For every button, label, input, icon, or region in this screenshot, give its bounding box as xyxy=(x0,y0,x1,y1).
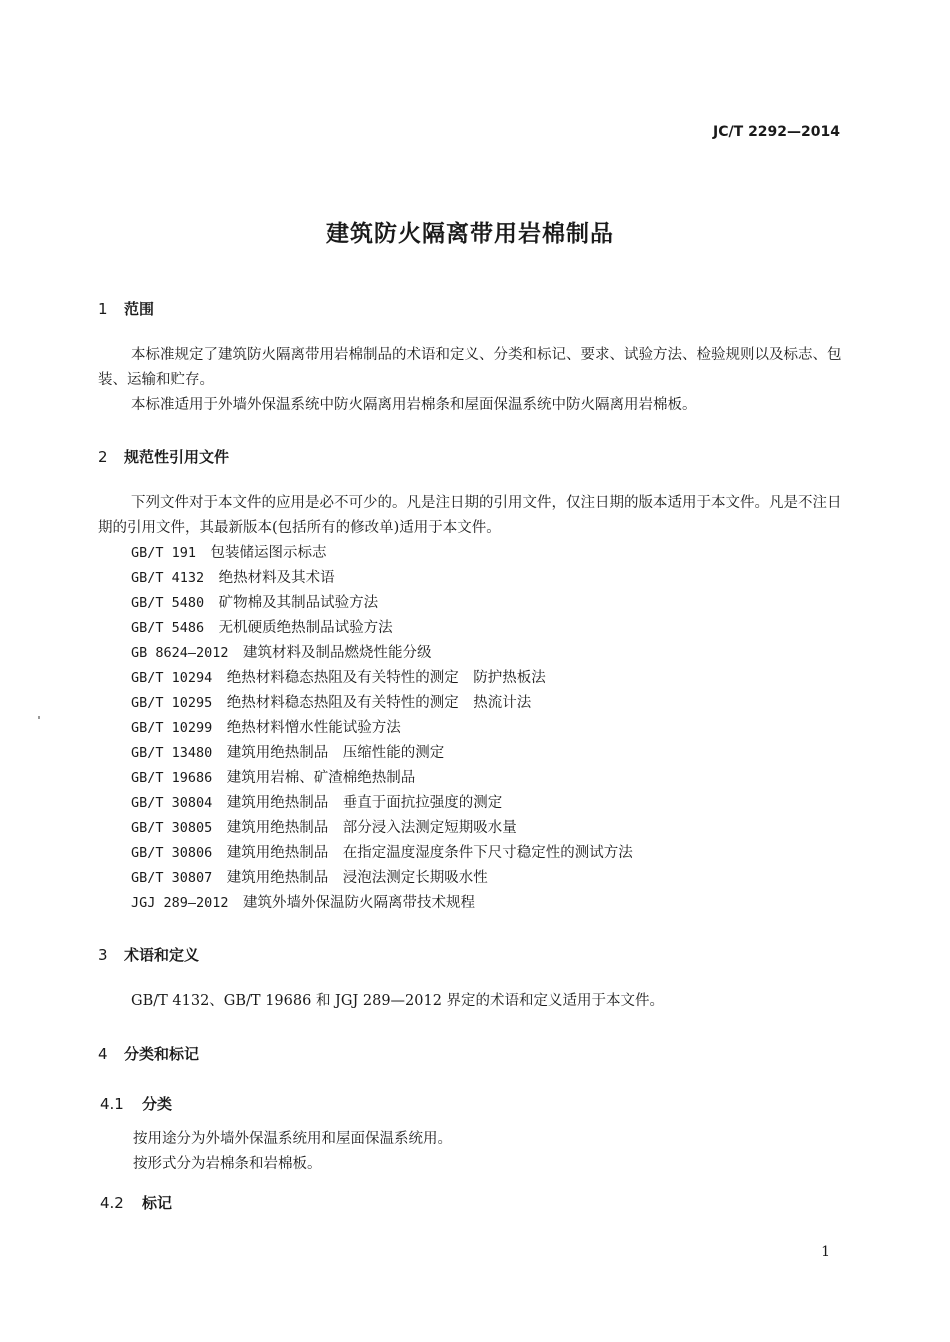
reference-item xyxy=(131,666,633,691)
reference-item xyxy=(131,791,633,816)
reference-code: GB/T 30806 xyxy=(131,845,213,861)
reference-title: 包装储运图示标志 xyxy=(210,545,327,561)
reference-code: GB/T 30804 xyxy=(131,795,213,811)
reference-separator xyxy=(212,870,227,886)
section-title: 术语和定义 xyxy=(124,946,200,964)
reference-code: GB/T 10294 xyxy=(131,670,213,686)
reference-title: 无机硬质绝热制品试验方法 xyxy=(218,620,393,636)
scope-paragraph-2: 本标准适用于外墙外保温系统中防火隔离用岩棉条和屋面保温系统中防火隔离用岩棉板。 xyxy=(131,397,697,413)
reference-separator xyxy=(212,695,227,711)
reference-code: GB/T 191 xyxy=(131,545,197,561)
reference-list xyxy=(131,541,633,916)
reference-code: GB/T 10299 xyxy=(131,720,213,736)
reference-separator xyxy=(229,645,244,661)
reference-item xyxy=(131,741,633,766)
reference-code: GB/T 5486 xyxy=(131,620,205,636)
reference-separator xyxy=(212,770,227,786)
section-4-2-heading xyxy=(100,1192,172,1213)
terms-paragraph: GB/T 4132、GB/T 19686 和 JGJ 289—2012 界定的术语和定义适用于本文件。 xyxy=(131,993,665,1009)
section-number: 1 xyxy=(98,300,108,318)
section-title: 分类和标记 xyxy=(124,1045,200,1063)
reference-title: 建筑用绝热制品 在指定温度湿度条件下尺寸稳定性的测试方法 xyxy=(226,845,633,861)
reference-item xyxy=(131,866,633,891)
reference-separator xyxy=(204,620,219,636)
scope-paragraph-1: 本标准规定了建筑防火隔离带用岩棉制品的术语和定义、分类和标记、要求、试验方法、检验规则以及标志、包装、运输和贮存。 xyxy=(98,347,842,388)
section-number: 4 xyxy=(98,1045,108,1063)
section-number: 3 xyxy=(98,946,108,964)
reference-separator xyxy=(212,670,227,686)
reference-title: 建筑用绝热制品 压缩性能的测定 xyxy=(226,745,445,761)
subsection-number: 4.2 xyxy=(100,1194,124,1212)
section-number: 2 xyxy=(98,448,108,466)
reference-title: 建筑外墙外保温防火隔离带技术规程 xyxy=(243,895,476,911)
reference-item xyxy=(131,841,633,866)
reference-separator xyxy=(229,895,244,911)
reference-code: GB/T 13480 xyxy=(131,745,213,761)
reference-separator xyxy=(212,845,227,861)
section-4-heading xyxy=(98,1043,199,1064)
reference-separator xyxy=(212,720,227,736)
reference-title: 建筑用绝热制品 浸泡法测定长期吸水性 xyxy=(226,870,488,886)
reference-title: 建筑用绝热制品 垂直于面抗拉强度的测定 xyxy=(226,795,503,811)
reference-title: 建筑材料及制品燃烧性能分级 xyxy=(243,645,432,661)
reference-separator xyxy=(196,545,211,561)
reference-item xyxy=(131,691,633,716)
reference-item xyxy=(131,591,633,616)
reference-separator xyxy=(212,795,227,811)
reference-code: GB/T 19686 xyxy=(131,770,213,786)
section-2-heading xyxy=(98,446,229,467)
reference-separator xyxy=(212,820,227,836)
reference-separator xyxy=(212,745,227,761)
reference-code: GB/T 4132 xyxy=(131,570,205,586)
subsection-title: 标记 xyxy=(142,1194,173,1212)
section-3-heading xyxy=(98,944,199,965)
reference-title: 绝热材料稳态热阻及有关特性的测定 防护热板法 xyxy=(226,670,546,686)
references-intro: 下列文件对于本文件的应用是必不可少的。凡是注日期的引用文件，仅注日期的版本适用于本文件。凡是不注日期的引用文件，其最新版本(包括所有的修改单)适用于本文件。 xyxy=(98,495,842,536)
reference-separator xyxy=(204,595,219,611)
reference-item xyxy=(131,566,633,591)
reference-title: 绝热材料憎水性能试验方法 xyxy=(226,720,401,736)
reference-title: 绝热材料稳态热阻及有关特性的测定 热流计法 xyxy=(226,695,532,711)
reference-item xyxy=(131,616,633,641)
reference-code: GB/T 30805 xyxy=(131,820,213,836)
reference-code: JGJ 289—2012 xyxy=(131,895,229,911)
subsection-number: 4.1 xyxy=(100,1095,124,1113)
reference-title: 建筑用岩棉、矿渣棉绝热制品 xyxy=(226,770,416,786)
reference-title: 矿物棉及其制品试验方法 xyxy=(218,595,379,611)
classification-line-1: 按用途分为外墙外保温系统用和屋面保温系统用。 xyxy=(133,1131,452,1147)
subsection-title: 分类 xyxy=(142,1095,173,1113)
reference-code: GB 8624—2012 xyxy=(131,645,229,661)
reference-code: GB/T 5480 xyxy=(131,595,205,611)
standard-code: JC/T 2292—2014 xyxy=(713,124,840,140)
reference-item xyxy=(131,716,633,741)
section-1-heading xyxy=(98,298,154,319)
page-number: 1 xyxy=(821,1244,830,1260)
reference-item xyxy=(131,766,633,791)
reference-item xyxy=(131,816,633,841)
reference-code: GB/T 30807 xyxy=(131,870,213,886)
section-title: 范围 xyxy=(124,300,155,318)
reference-item xyxy=(131,641,633,666)
reference-separator xyxy=(204,570,219,586)
reference-item xyxy=(131,891,633,916)
reference-code: GB/T 10295 xyxy=(131,695,213,711)
scan-speck xyxy=(38,716,40,719)
classification-line-2: 按形式分为岩棉条和岩棉板。 xyxy=(133,1156,322,1172)
document-title: 建筑防火隔离带用岩棉制品 xyxy=(326,221,614,247)
section-4-1-heading xyxy=(100,1093,172,1114)
reference-item xyxy=(131,541,633,566)
section-title: 规范性引用文件 xyxy=(124,448,230,466)
reference-title: 建筑用绝热制品 部分浸入法测定短期吸水量 xyxy=(226,820,517,836)
reference-title: 绝热材料及其术语 xyxy=(218,570,335,586)
